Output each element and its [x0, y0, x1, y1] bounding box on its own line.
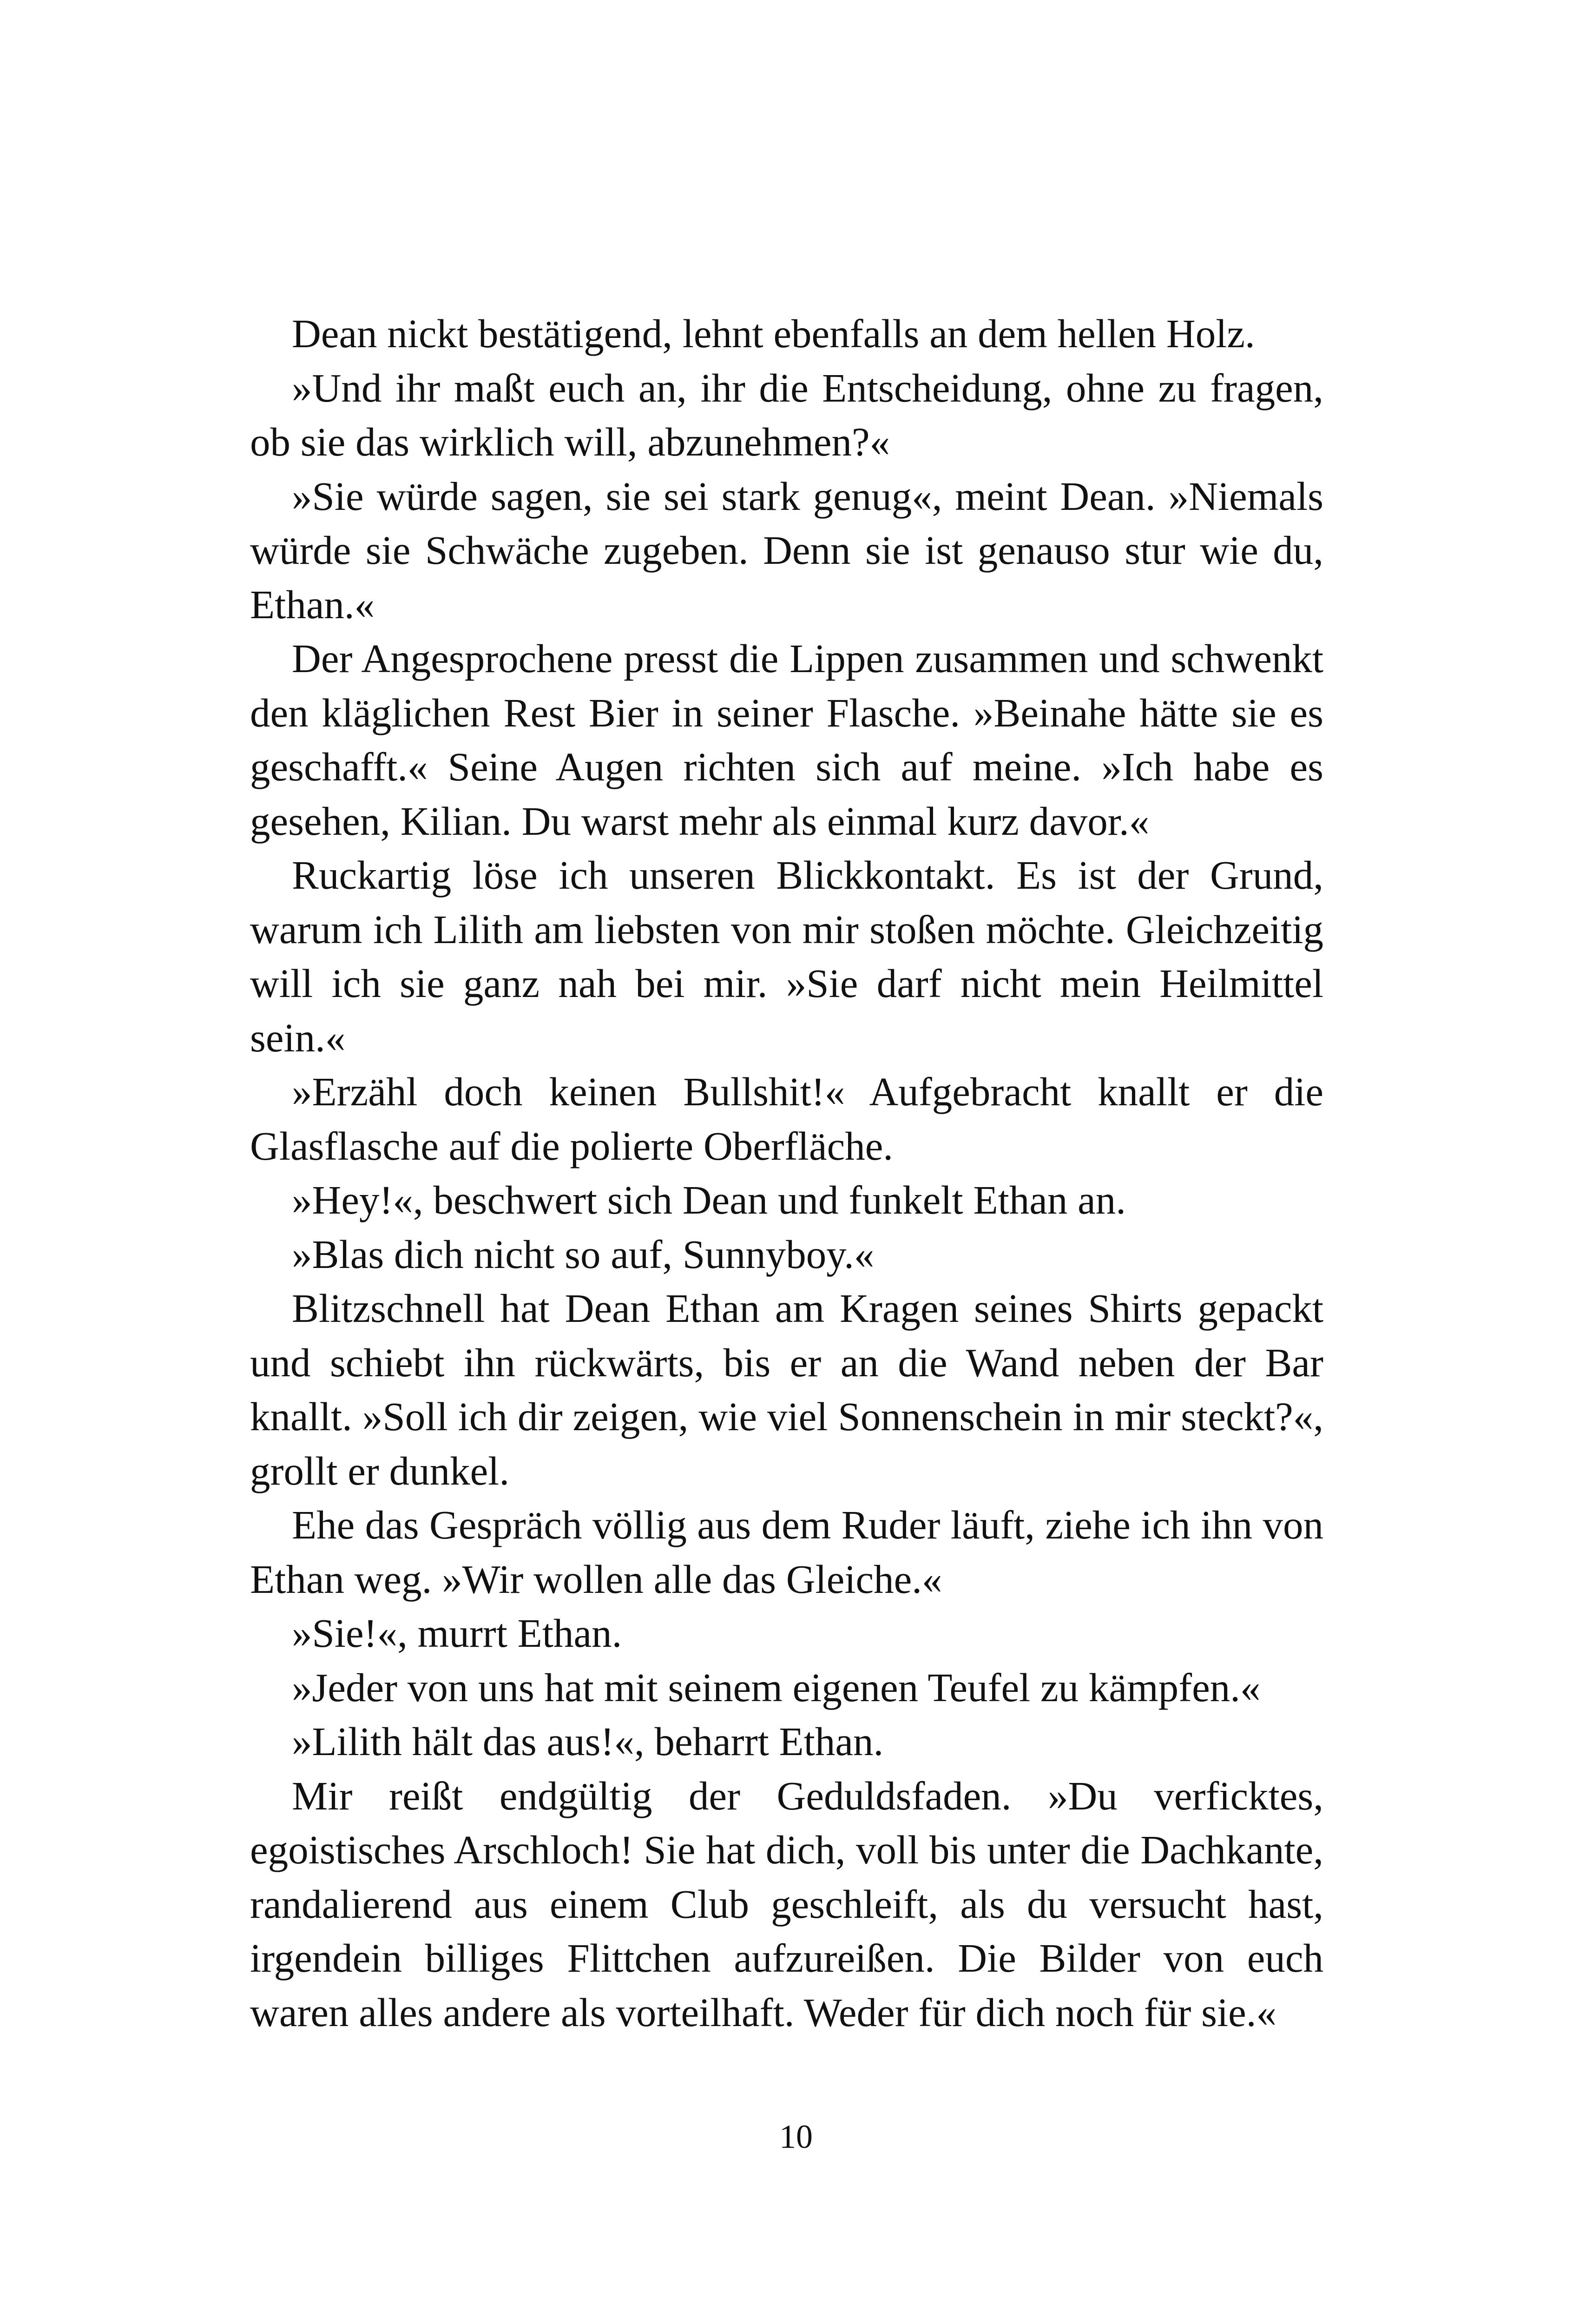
paragraph: Der Angesprochene presst die Lippen zusammen und schwenkt den kläglichen Rest Bier in seiner Flasche. »Beinahe hätte sie es geschafft.« Seine Augen richten sich auf meine. »Ich habe es gesehen, Kilian. Du warst mehr als einmal kurz davor.« — [250, 636, 1323, 844]
paragraph: Mir reißt endgültig der Geduldsfaden. »Du verficktes, egoistisches Arschloch! Sie hat dich, voll bis unter die Dachkante, randalierend aus einem Club geschleift, als du versucht hast, irgendein billiges Flittchen aufzureißen. Die Bilder von euch waren alles andere als vorteilhaft. Weder für dich noch für sie.« — [250, 1773, 1323, 2035]
paragraph: »Lilith hält das aus!«, beharrt Ethan. — [292, 1719, 884, 1764]
paragraph: Ehe das Gespräch völlig aus dem Ruder läuft, ziehe ich ihn von Ethan weg. »Wir wollen alle das Gleiche.« — [250, 1502, 1323, 1602]
paragraph: »Jeder von uns hat mit seinem eigenen Teufel zu kämpfen.« — [292, 1664, 1261, 1710]
paragraph: Ruckartig löse ich unseren Blickkontakt. Es ist der Grund, warum ich Lilith am liebsten von mir stoßen möchte. Gleichzeitig will ich sie ganz nah bei mir. »Sie darf nicht mein Heilmittel sein.« — [250, 852, 1323, 1060]
paragraph: Dean nickt bestätigend, lehnt ebenfalls an dem hellen Holz. — [292, 311, 1255, 356]
paragraph: »Blas dich nicht so auf, Sunnyboy.« — [292, 1231, 875, 1277]
paragraph: »Hey!«, beschwert sich Dean und funkelt Ethan an. — [292, 1177, 1126, 1222]
paragraph: Blitzschnell hat Dean Ethan am Kragen seines Shirts gepackt und schiebt ihn rückwärts, bis er an die Wand neben der Bar knallt. »Soll ich dir zeigen, wie viel Sonnenschein in mir steckt?«, grollt er dunkel. — [250, 1286, 1323, 1493]
body-text — [250, 307, 1323, 2040]
paragraph: »Sie!«, murrt Ethan. — [292, 1611, 622, 1656]
page-number: 10 — [779, 2118, 813, 2155]
paragraph: »Erzähl doch keinen Bullshit!« Aufgebracht knallt er die Glasflasche auf die polierte Oberfläche. — [250, 1069, 1323, 1169]
paragraph: »Sie würde sagen, sie sei stark genug«, meint Dean. »Niemals würde sie Schwäche zugeben. Denn sie ist genauso stur wie du, Ethan.« — [250, 473, 1323, 627]
paragraph: »Und ihr maßt euch an, ihr die Entscheidung, ohne zu fragen, ob sie das wirklich will, abzunehmen?« — [250, 365, 1323, 464]
